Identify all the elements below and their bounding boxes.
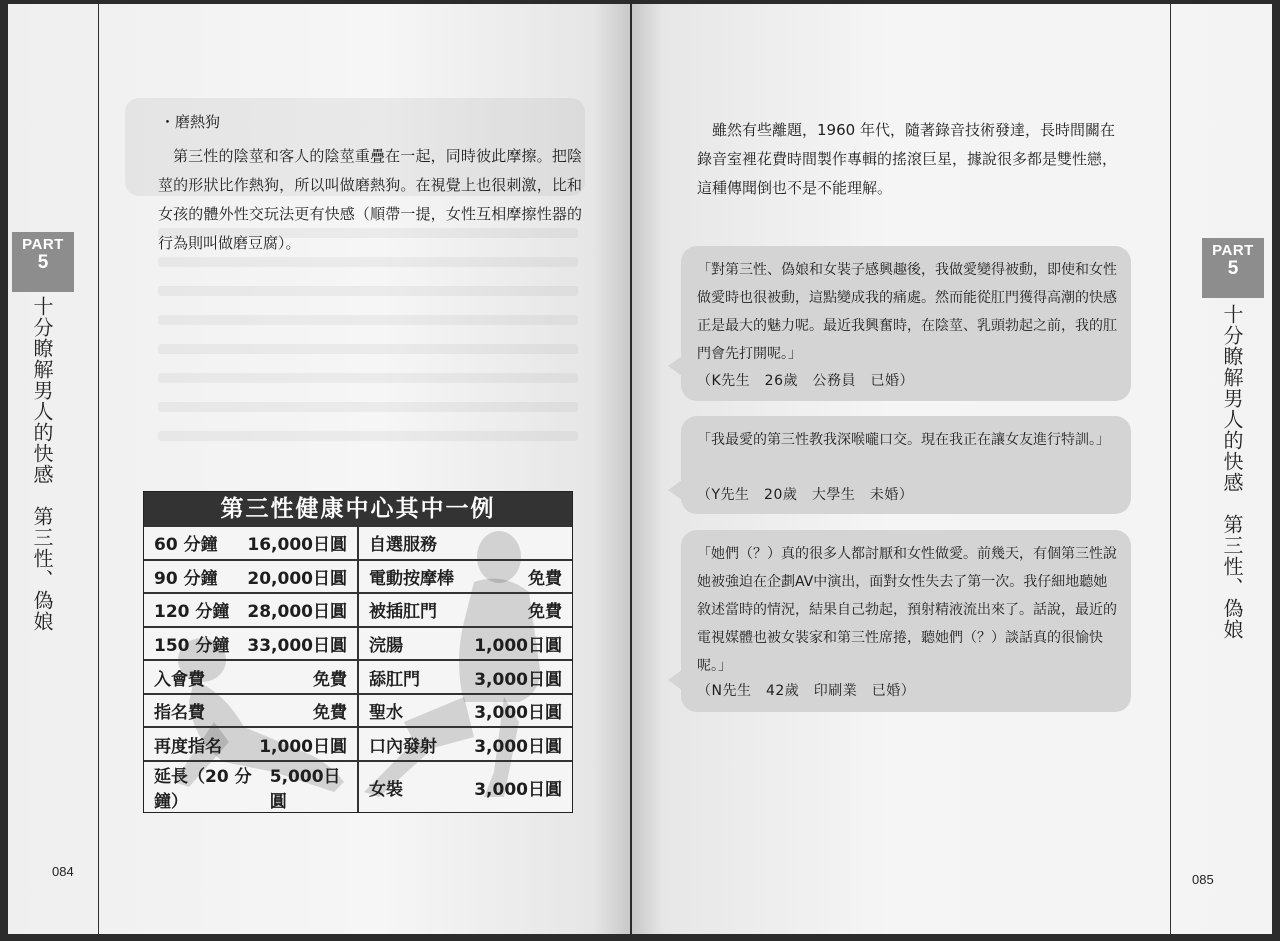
row-value: 3,000日圓 [474,703,562,724]
table-cell [144,628,359,662]
row-label: 60 分鐘 [154,535,218,556]
table-grid [144,527,572,812]
row-label: 入會費 [154,669,205,690]
row-value: 1,000日圓 [474,635,562,656]
row-value: 33,000日圓 [247,635,347,656]
row-value: 免費 [528,602,562,623]
section-heading: ・磨熱狗 [160,113,221,131]
right-side-title: 十分瞭解男人的快感 第三性、偽娘 [1220,304,1244,640]
right-margin-rule [1170,4,1171,934]
left-margin-rule [98,4,99,934]
table-cell [144,527,359,561]
part-label: PART [22,236,64,253]
row-value: 28,000日圓 [247,602,347,623]
table-title: 第三性健康中心其中一例 [144,492,572,527]
row-label: 被插肛門 [369,602,437,623]
row-value: 3,000日圓 [474,669,562,690]
row-value: 1,000日圓 [259,736,347,757]
row-label: 指名費 [154,703,205,724]
row-label: 90 分鐘 [154,568,218,589]
table-cell [359,762,572,812]
row-label: 聖水 [369,703,403,724]
row-label: 浣腸 [369,635,403,656]
show-through-lines [158,228,578,460]
quote-attribution: （N先生 42歲 印刷業 已婚） [697,683,916,699]
table-cell [144,695,359,729]
quote-bubble [681,246,1131,401]
quote-attribution: （K先生 26歲 公務員 已婚） [697,373,914,389]
left-side-title: 十分瞭解男人的快感 第三性、偽娘 [30,296,54,632]
quote-text: 「她們（？）真的很多人都討厭和女性做愛。前幾天，有個第三性說她被強迫在企劃AV中演出，面對女性失去了第一次。我仔細地聽她敘述當時的情況，結果自己勃起，預射精液流出來了。話說，最近的電視媒體也被女裝家和第三性席捲，聽她們（？）談話真的很愉快呢。」 [697,546,1117,674]
row-label: 150 分鐘 [154,635,230,656]
row-value: 免費 [528,568,562,589]
row-label: 再度指名 [154,736,222,757]
row-value: 3,000日圓 [474,736,562,757]
table-cell [144,561,359,595]
quote-attribution: （Y先生 20歲 大學生 未婚） [697,487,914,503]
part-number: 5 [1227,258,1239,279]
row-value: 20,000日圓 [247,568,347,589]
row-label: 自選服務 [369,535,437,556]
table-cell [359,628,572,662]
part-label: PART [1212,242,1254,259]
price-table [143,491,573,813]
table-cell [144,728,359,762]
intro-paragraph: 雖然有些離題，1960 年代，隨著錄音技術發達，長時間關在錄音室裡花費時間製作專輯的搖滾巨星，據說很多都是雙性戀，這種傳聞倒也不是不能理解。 [697,121,1118,197]
page-number-right: 085 [1192,872,1214,887]
row-label: 口內發射 [369,736,437,757]
row-label: 女裝 [369,779,403,800]
quote-text: 「對第三性、偽娘和女裝子感興趣後，我做愛變得被動，即使和女性做愛時也很被動，這點變成我的痛處。然而能從肛門獲得高潮的快感正是最大的魅力呢。最近我興奮時，在陰莖、乳頭勃起之前，我的肛門會先打開呢。」 [697,262,1117,362]
row-value: 16,000日圓 [247,535,347,556]
table-cell [359,561,572,595]
table-cell [359,527,572,561]
row-label: 電動按摩棒 [369,568,454,589]
page-number-left: 084 [52,864,74,879]
body-paragraph: 第三性的陰莖和客人的陰莖重疊在一起，同時彼此摩擦。把陰莖的形狀比作熱狗，所以叫做磨熱狗。在視覺上也很刺激，比和女孩的體外性交玩法更有快感（順帶一提，女性互相摩擦性器的行為則叫做磨豆腐）。 [158,147,582,252]
table-cell [359,728,572,762]
table-cell [359,695,572,729]
table-cell [359,594,572,628]
table-cell [359,661,572,695]
row-label: 延長（20 分鐘） [154,767,252,812]
table-cell [144,594,359,628]
row-label: 120 分鐘 [154,602,230,623]
quote-bubble [681,530,1131,712]
table-cell [144,661,359,695]
part-number: 5 [37,252,49,273]
left-part-tab [12,232,74,292]
row-value: 免費 [313,703,347,724]
row-value: 5,000日圓 [269,767,341,812]
row-value: 免費 [313,669,347,690]
row-label: 舔肛門 [369,669,420,690]
row-value: 3,000日圓 [474,779,562,800]
table-cell [144,762,359,812]
quote-text: 「我最愛的第三性教我深喉嚨口交。現在我正在讓女友進行特訓。」 [697,432,1110,448]
right-part-tab [1202,238,1264,298]
quote-bubble [681,416,1131,514]
